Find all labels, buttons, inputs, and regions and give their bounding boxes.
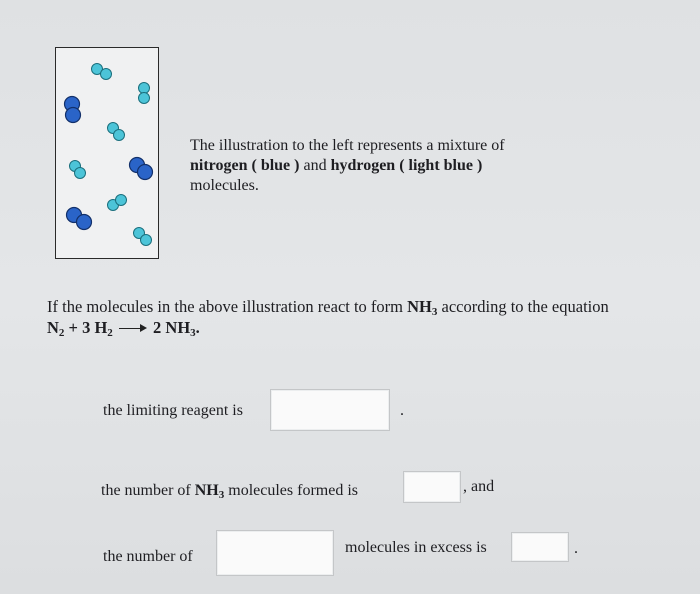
hydrogen-molecule [134,228,152,246]
nitrogen-molecule [65,97,81,123]
excess-reagent-input[interactable] [216,530,334,576]
nh3-formed-suffix: , and [463,478,495,495]
hydrogen-molecule [92,64,112,80]
illustration-description [190,136,590,196]
nh3-formed-label: the number of $NH_3$ molecules formed is [101,482,358,501]
hydrogen-molecule [108,195,127,211]
molecule-diagram [56,48,158,258]
limiting-reagent-input[interactable] [270,389,390,431]
limiting-reagent-label: the limiting reagent is [103,402,243,419]
hydrogen-molecule [139,83,150,104]
question-intro-tail: according to the equation [441,297,609,316]
hydrogen-label: hydrogen ( light blue ) [330,157,483,174]
nitrogen-molecule [67,208,92,230]
product-formula: $NH_3$ [407,297,438,318]
excess-reagent-label: the number of [103,548,193,565]
description-line-3: molecules. [190,177,259,194]
and-word: and [303,157,327,174]
limiting-reagent-period: . [400,402,404,419]
excess-count-input[interactable] [511,532,569,562]
nitrogen-molecule [130,158,153,180]
excess-count-label: molecules in excess is [345,539,487,556]
question-intro: If the molecules in the above illustration react to form [47,297,404,316]
hydrogen-molecule [108,123,125,141]
nitrogen-label: nitrogen ( blue ) [190,157,300,174]
nh3-formed-input[interactable] [403,471,461,503]
hydrogen-molecule [70,161,86,179]
reaction-arrow-icon [119,324,147,334]
question-line-1 [47,296,687,317]
molecule-illustration [55,47,159,259]
description-line-2 [190,156,590,176]
question-text [47,296,687,338]
excess-count-period: . [574,540,578,557]
chemical-equation: $N_2 + 3$ $H_2$ 2 $NH_3$. [47,318,200,339]
description-line-1: The illustration to the left represents a mixture of [190,137,505,154]
